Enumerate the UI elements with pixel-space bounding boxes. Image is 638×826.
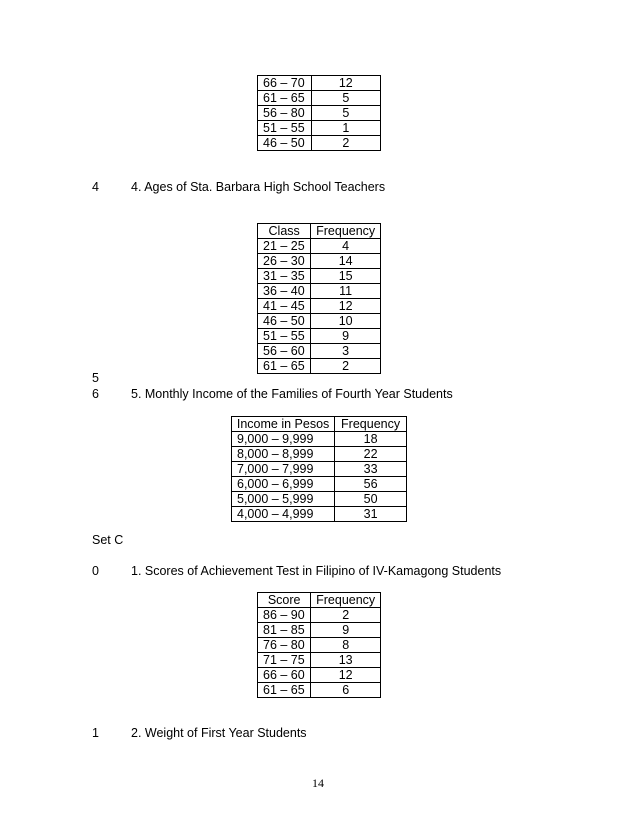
frequency-cell: 5 [311,106,380,121]
class-interval-cell: 71 – 75 [258,653,311,668]
item-4-marker: 4 [92,180,99,194]
class-interval-cell: 66 – 70 [258,76,312,91]
table-row [258,136,381,151]
ages-table-body [258,239,381,374]
class-interval-cell: 61 – 65 [258,359,311,374]
frequency-header: Frequency [311,224,381,239]
frequency-cell: 12 [311,299,381,314]
class-interval-cell: 51 – 55 [258,121,312,136]
item-5-marker-a: 5 [92,371,99,385]
item-c1-marker: 0 [92,564,99,578]
frequency-cell: 13 [311,653,381,668]
frequency-header: Frequency [311,593,381,608]
table-row [258,284,381,299]
table-row [232,492,407,507]
table-row [258,683,381,698]
class-interval-cell: 26 – 30 [258,254,311,269]
frequency-cell: 50 [335,492,407,507]
class-interval-cell: 51 – 55 [258,329,311,344]
frequency-cell: 15 [311,269,381,284]
class-interval-cell: 46 – 50 [258,136,312,151]
table-row [232,432,407,447]
class-interval-cell: 41 – 45 [258,299,311,314]
class-interval-cell: 31 – 35 [258,269,311,284]
frequency-cell: 9 [311,623,381,638]
set-heading: Set C [92,533,124,547]
frequency-cell: 12 [311,668,381,683]
frequency-cell: 56 [335,477,407,492]
class-interval-cell: 46 – 50 [258,314,311,329]
freq-table-continued [257,75,381,151]
class-interval-cell: 7,000 – 7,999 [232,462,335,477]
frequency-cell: 8 [311,638,381,653]
frequency-cell: 33 [335,462,407,477]
class-interval-cell: 61 – 65 [258,91,312,106]
class-interval-cell: 9,000 – 9,999 [232,432,335,447]
class-header: Class [258,224,311,239]
item-5-caption: 5. Monthly Income of the Families of Fourth Year Students [131,387,453,401]
table-row [258,668,381,683]
item-c2-caption: 2. Weight of First Year Students [131,726,307,740]
class-interval-cell: 8,000 – 8,999 [232,447,335,462]
frequency-cell: 5 [311,91,380,106]
income-table-body [232,432,407,522]
frequency-cell: 2 [311,359,381,374]
class-interval-cell: 21 – 25 [258,239,311,254]
frequency-cell: 1 [311,121,380,136]
table-row [258,638,381,653]
table-row [258,329,381,344]
class-interval-cell: 4,000 – 4,999 [232,507,335,522]
table-row [258,299,381,314]
scores-table-body [258,608,381,698]
frequency-cell: 22 [335,447,407,462]
frequency-cell: 14 [311,254,381,269]
ages-table-header-row [258,224,381,239]
scores-table [257,592,381,698]
table-row [232,462,407,477]
item-4-caption: 4. Ages of Sta. Barbara High School Teachers [131,180,386,194]
class-interval-cell: 66 – 60 [258,668,311,683]
freq-table-continued-body [258,76,381,151]
table-row [258,254,381,269]
table-row [232,477,407,492]
table-row [258,239,381,254]
income-table-header-row [232,417,407,432]
frequency-header: Frequency [335,417,407,432]
class-interval-cell: 61 – 65 [258,683,311,698]
score-header: Score [258,593,311,608]
frequency-cell: 6 [311,683,381,698]
frequency-cell: 4 [311,239,381,254]
frequency-cell: 11 [311,284,381,299]
class-interval-cell: 81 – 85 [258,623,311,638]
page-number: 14 [312,776,324,790]
frequency-cell: 12 [311,76,380,91]
item-c1-caption: 1. Scores of Achievement Test in Filipino of IV-Kamagong Students [131,564,502,578]
frequency-cell: 3 [311,344,381,359]
class-interval-cell: 76 – 80 [258,638,311,653]
item-c2-marker: 1 [92,726,99,740]
table-row [232,507,407,522]
table-row [258,608,381,623]
class-interval-cell: 5,000 – 5,999 [232,492,335,507]
frequency-cell: 10 [311,314,381,329]
income-header: Income in Pesos [232,417,335,432]
class-interval-cell: 36 – 40 [258,284,311,299]
ages-table [257,223,381,374]
frequency-cell: 31 [335,507,407,522]
table-row [258,91,381,106]
table-row [258,623,381,638]
class-interval-cell: 56 – 60 [258,344,311,359]
class-interval-cell: 86 – 90 [258,608,311,623]
class-interval-cell: 56 – 80 [258,106,312,121]
frequency-cell: 2 [311,136,380,151]
table-row [258,344,381,359]
income-table [231,416,407,522]
table-row [258,106,381,121]
frequency-cell: 9 [311,329,381,344]
table-row [258,121,381,136]
scores-table-header-row [258,593,381,608]
table-row [258,314,381,329]
frequency-cell: 18 [335,432,407,447]
frequency-cell: 2 [311,608,381,623]
table-row [258,269,381,284]
table-row [232,447,407,462]
class-interval-cell: 6,000 – 6,999 [232,477,335,492]
item-5-marker-b: 6 [92,387,99,401]
table-row [258,359,381,374]
table-row [258,76,381,91]
table-row [258,653,381,668]
